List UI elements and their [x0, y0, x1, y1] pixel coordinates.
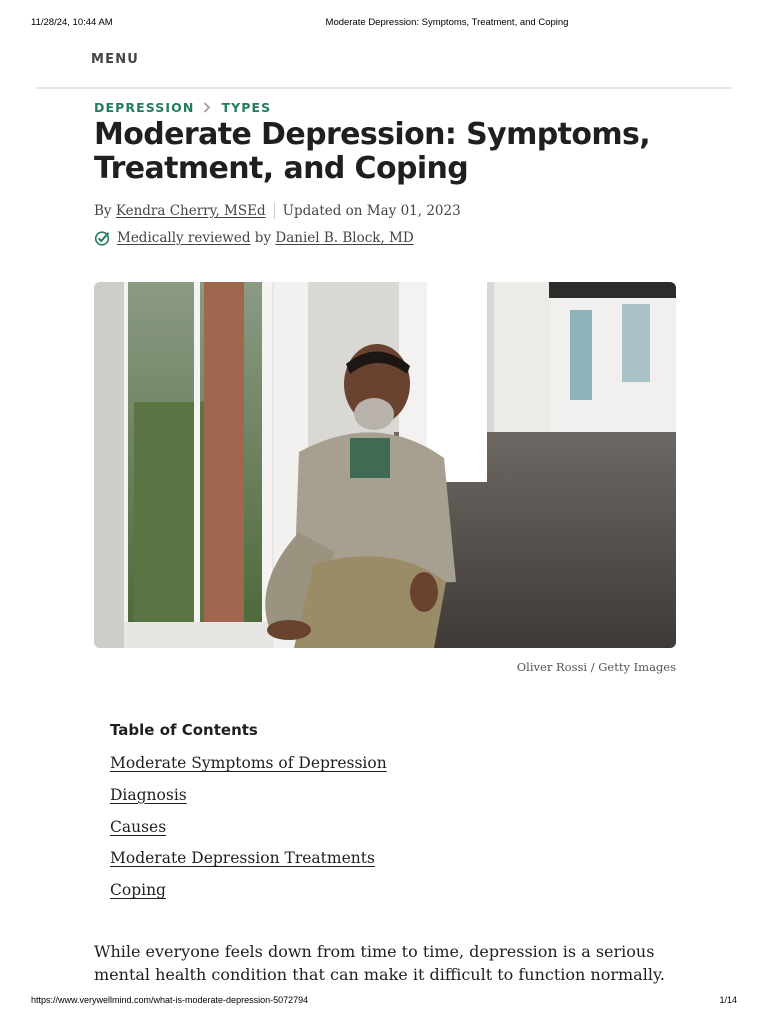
- medical-review: [94, 230, 414, 246]
- table-of-contents: [110, 754, 387, 913]
- reviewer-link[interactable]: Daniel B. Block, MD: [275, 230, 414, 246]
- breadcrumb-item-depression[interactable]: DEPRESSION: [94, 100, 195, 115]
- toc-item: [110, 786, 387, 818]
- breadcrumb: [94, 100, 271, 115]
- page-number: 1/14: [719, 995, 737, 1005]
- toc-link-diagnosis[interactable]: Diagnosis: [110, 785, 187, 804]
- toc-link-treatments[interactable]: Moderate Depression Treatments: [110, 849, 375, 868]
- byline-prefix: By: [94, 203, 112, 219]
- byline: [94, 203, 461, 219]
- updated-date: Updated on May 01, 2023: [282, 203, 461, 219]
- menu-button[interactable]: MENU: [91, 52, 140, 67]
- toc-title: Table of Contents: [110, 721, 258, 739]
- chevron-right-icon: [203, 102, 211, 113]
- print-doc-title: Moderate Depression: Symptoms, Treatment, and Coping: [325, 17, 569, 28]
- toc-item: [110, 881, 387, 913]
- image-credit: Oliver Rossi / Getty Images: [516, 660, 676, 674]
- intro-paragraph: While everyone feels down from time to time, depression is a serious mental health condition that can make it difficult to function normally.: [94, 942, 665, 984]
- toc-item: [110, 754, 387, 786]
- toc-item: [110, 818, 387, 850]
- print-url: https://www.verywellmind.com/what-is-moderate-depression-5072794: [31, 995, 309, 1005]
- medically-reviewed-link[interactable]: Medically reviewed: [117, 230, 251, 246]
- toc-link-symptoms[interactable]: Moderate Symptoms of Depression: [110, 754, 387, 772]
- print-header: [0, 17, 768, 31]
- toc-link-causes[interactable]: Causes: [110, 817, 167, 836]
- breadcrumb-item-types[interactable]: TYPES: [221, 100, 272, 115]
- toc-link-coping[interactable]: Coping: [110, 881, 166, 900]
- author-link[interactable]: Kendra Cherry, MSEd: [115, 203, 266, 219]
- print-datetime: 11/28/24, 10:44 AM: [31, 17, 113, 28]
- check-badge-icon: [94, 230, 110, 246]
- review-by: by: [254, 230, 272, 246]
- page-title: Moderate Depression: Symptoms, Treatment, and Coping: [94, 117, 651, 186]
- header-divider: [37, 87, 731, 89]
- byline-divider: [274, 203, 275, 219]
- hero-image: [94, 282, 676, 648]
- toc-item: [110, 849, 387, 881]
